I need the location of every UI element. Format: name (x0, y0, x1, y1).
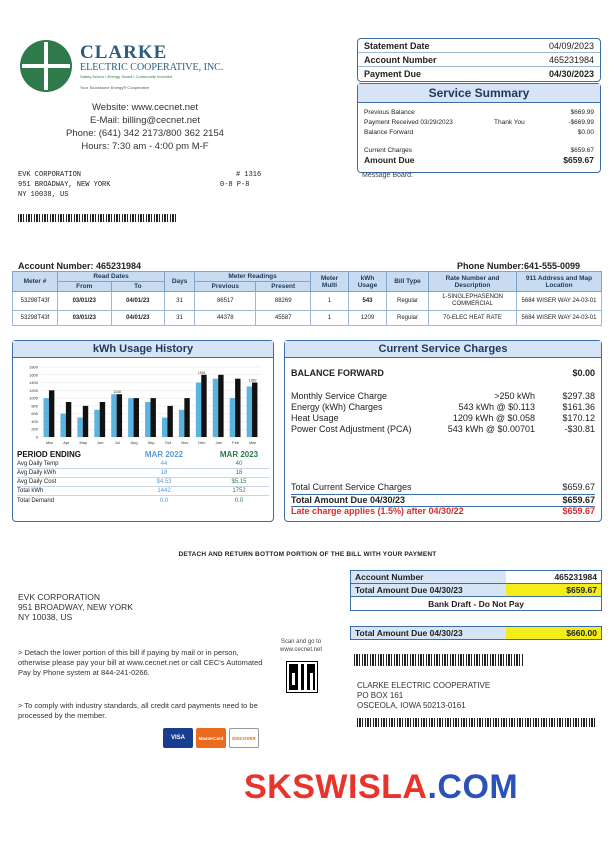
summary-value: -$669.99 (568, 118, 594, 126)
table-cell: 31 (165, 292, 195, 311)
summary-value: $0.00 (577, 128, 594, 136)
customer-name: EVK CORPORATION (18, 592, 101, 602)
period-table (17, 449, 269, 505)
y-tick-label: 800 (31, 403, 38, 409)
period-row-cur: 0.0 (234, 497, 244, 504)
y-tick-label: 400 (31, 418, 38, 424)
charge-label: Energy (kWh) Charges (291, 402, 383, 412)
summary-note: Thank You (494, 118, 525, 126)
col-header: 911 Address and Map Location (517, 272, 602, 292)
x-tick-label: Jun (97, 440, 104, 445)
charge-label: Power Cost Adjustment (PCA) (291, 424, 412, 434)
chart-bar (66, 402, 71, 437)
customer-code1: # 1316 (236, 171, 262, 179)
table-cell: 5684 WISER WAY 24-03-01 (517, 292, 602, 311)
company-name: CLARKE (80, 42, 168, 63)
col-header: Rate Number and Description (429, 272, 517, 292)
table-cell: 45587 (256, 311, 311, 326)
x-tick-label: Apr (63, 440, 70, 445)
x-tick-label: Mar (46, 440, 53, 445)
statement-label: Payment Due (364, 69, 422, 79)
chart-bar (60, 414, 65, 437)
scan-instruction: Scan and go to www.cecnet.net (279, 639, 323, 653)
data-label: 1289 (248, 378, 257, 383)
customer-street: 951 BROADWAY, NEW YORK (18, 181, 111, 189)
charge-label: Late charge applies (1.5%) after 04/30/22 (291, 506, 464, 516)
kwh-usage-panel (12, 340, 274, 522)
y-tick-label: 1800 (29, 364, 38, 370)
bank-draft-note: Bank Draft - Do Not Pay (428, 598, 524, 609)
period-row-prev: $4.53 (156, 479, 172, 485)
table-cell: 31 (165, 311, 195, 326)
current-charges-panel (284, 340, 602, 522)
statement-label: Statement Date (364, 40, 430, 51)
charge-row (291, 424, 595, 435)
remit-address (357, 681, 490, 711)
customer-name: EVK CORPORATION (18, 171, 82, 179)
chart-bar (167, 406, 172, 437)
postal-barcode (18, 214, 178, 222)
chart-bar (252, 383, 257, 437)
payment-note: > Detach the lower portion of this bill if paying by mail or in person, otherwise please pay your bill at www.cecnet.net or call CEC's Automated Pay by Phone system at 844-241-0266. (18, 648, 263, 677)
x-tick-label: Dec (198, 440, 206, 445)
mastercard-icon: MasterCard (196, 728, 226, 748)
x-tick-label: Aug (130, 440, 138, 445)
x-tick-label: Nov (181, 440, 189, 445)
period-row (17, 478, 269, 487)
y-tick-label: 1200 (29, 387, 38, 393)
charge-label: BALANCE FORWARD (291, 368, 384, 378)
summary-value: $659.67 (570, 146, 594, 154)
charge-value: $659.67 (562, 495, 595, 505)
table-cell: 1209 (349, 311, 387, 326)
period-row-cur: 18 (235, 470, 243, 476)
period-2023: MAR 2023 (219, 450, 259, 459)
stub-label: Total Amount Due 04/30/23 (351, 584, 506, 596)
charge-row (291, 391, 595, 402)
visa-icon: VISA (163, 728, 193, 748)
payment-stub (350, 570, 602, 611)
x-tick-label: Feb (232, 440, 240, 445)
statement-value: 04/30/2023 (548, 69, 594, 79)
statement-value: 04/09/2023 (548, 40, 594, 51)
charge-rate: 543 kWh @ $0.00701 (447, 424, 535, 434)
chart-bar (213, 379, 218, 437)
credit-card-note: > To comply with industry standards, all credit card payments need to be processed by the member. (18, 701, 258, 720)
period-row (17, 460, 269, 469)
x-tick-label: Jul (114, 440, 120, 445)
summary-title: Service Summary (358, 84, 600, 103)
customer-city: NY 10038, US (18, 191, 69, 199)
statement-value: 465231984 (548, 54, 594, 65)
chart-bar (49, 390, 54, 437)
period-row (17, 496, 269, 505)
remit-box: PO BOX 161 (357, 691, 404, 700)
customer-address-bottom (18, 592, 133, 622)
summary-label: Previous Balance (364, 108, 415, 116)
contact-email[interactable]: E-Mail: billing@cecnet.net (90, 115, 200, 126)
payment-due-row (358, 67, 600, 81)
x-tick-label: Jan (215, 440, 222, 445)
company-subname: ELECTRIC COOPERATIVE, INC. (80, 62, 224, 73)
chart-bar (128, 398, 133, 437)
qr-code-icon[interactable] (287, 662, 317, 692)
stub-account-row (351, 571, 601, 584)
table-cell: 03/01/23 (58, 311, 112, 326)
col-subheader: Previous (195, 282, 256, 292)
table-cell: 86517 (195, 292, 256, 311)
period-row-prev: 44 (160, 461, 168, 467)
contact-info (40, 101, 250, 153)
col-header: Meter # (13, 272, 58, 292)
table-cell: 1 (311, 311, 349, 326)
table-cell: 1-SINGLEPHASENON COMMERCIAL (429, 292, 517, 311)
table-cell: 03/01/23 (58, 292, 112, 311)
contact-website[interactable]: Website: www.cecnet.net (92, 102, 198, 113)
chart-bar (77, 418, 82, 437)
period-2022: MAR 2022 (144, 450, 184, 459)
company-tagline: Safety Driven • Energy Smart • Community Invested (80, 74, 173, 79)
chart-bar (184, 398, 189, 437)
period-row-cur: 40 (235, 461, 243, 467)
chart-bar (235, 379, 240, 437)
chart-bar (162, 418, 167, 437)
chart-bar (150, 398, 155, 437)
customer-address (18, 170, 110, 200)
table-cell: 88269 (256, 292, 311, 311)
summary-row (358, 145, 600, 155)
statement-label: Account Number (364, 54, 437, 65)
stub-label: Total Amount Due 04/30/23 (351, 627, 506, 639)
y-tick-label: 1000 (29, 395, 38, 401)
chart-bar (117, 394, 122, 437)
summary-value: $669.99 (570, 108, 594, 116)
watermark (244, 768, 518, 807)
late-charge-row (291, 506, 595, 517)
stub-due-row (351, 584, 601, 597)
statement-box (357, 38, 601, 82)
customer-code2: 0-8 P-8 (220, 181, 250, 189)
table-cell: Regular (387, 292, 429, 311)
col-header: Meter Multi (311, 272, 349, 292)
charge-rate: 543 kWh @ $0.113 (458, 402, 535, 412)
charge-value: $659.67 (562, 482, 595, 492)
y-tick-label: 0 (35, 434, 38, 440)
period-label: PERIOD ENDING (17, 450, 82, 459)
charges-title: Current Service Charges (285, 341, 601, 358)
customer-city: NY 10038, US (18, 612, 73, 622)
charge-row (291, 402, 595, 413)
stub-value: 465231984 (554, 572, 597, 582)
y-tick-label: 1400 (29, 380, 38, 386)
period-row-prev: 18 (160, 470, 168, 476)
meter-table (12, 271, 602, 326)
x-tick-label: May (79, 440, 88, 445)
period-row-prev: 1442 (157, 488, 171, 494)
chart-bar (201, 375, 206, 437)
col-header: Read Dates (58, 272, 165, 282)
col-subheader: To (111, 282, 165, 292)
y-tick-label: 600 (31, 411, 38, 417)
statement-date-row (358, 39, 600, 53)
charge-value: $170.12 (562, 413, 595, 423)
period-row-cur: 1752 (232, 488, 246, 494)
watermark-domain: .COM (427, 768, 519, 806)
service-summary (357, 83, 601, 173)
table-row (13, 311, 602, 326)
chart-bar (145, 402, 150, 437)
customer-street: 951 BROADWAY, NEW YORK (18, 602, 133, 612)
table-cell: Regular (387, 311, 429, 326)
stub-value: $660.00 (506, 627, 601, 639)
table-cell: 543 (349, 292, 387, 311)
detach-instruction: DETACH AND RETURN BOTTOM PORTION OF THE BILL WITH YOUR PAYMENT (178, 551, 437, 558)
stub-barcode (354, 654, 524, 666)
chart-bar (179, 410, 184, 437)
period-row-label: Avg Daily Temp (17, 461, 59, 467)
col-header: Days (165, 272, 195, 292)
charge-label: Total Amount Due 04/30/23 (291, 495, 406, 505)
table-cell: 53298T43f (13, 311, 58, 326)
remit-name: CLARKE ELECTRIC COOPERATIVE (357, 681, 491, 690)
logo-emblem-icon (20, 40, 72, 92)
summary-value: $659.67 (563, 155, 594, 165)
col-header: kWh Usage (349, 272, 387, 292)
period-row-label: Avg Daily kWh (17, 470, 56, 476)
table-cell: 53298T43f (13, 292, 58, 311)
summary-row (358, 117, 600, 127)
payment-cards (163, 728, 259, 748)
total-current-row (291, 482, 595, 493)
charge-value: -$30.81 (564, 424, 595, 434)
summary-label: Payment Received 03/29/2023 (364, 118, 453, 126)
kwh-title: kWh Usage History (13, 341, 273, 358)
message-board: Message Board: (362, 172, 413, 179)
chart-bar (111, 394, 116, 437)
charge-value: $0.00 (572, 368, 595, 378)
balance-forward-row (291, 368, 595, 379)
contact-phone: Phone: (641) 342 2173/800 362 2154 (66, 128, 224, 139)
summary-amount-due-row (358, 155, 600, 165)
period-row-label: Total kWh (17, 488, 44, 494)
account-number-line: Account Number: 465231984 (18, 261, 142, 271)
table-cell: 1 (311, 292, 349, 311)
stub-draft-row (351, 597, 601, 610)
col-header: Meter Readings (195, 272, 311, 282)
x-tick-label: Oct (164, 440, 172, 445)
data-label: 1108 (113, 390, 121, 395)
company-logo (20, 40, 230, 95)
charge-label: Monthly Service Charge (291, 391, 388, 401)
period-row-cur: $5.15 (231, 479, 247, 485)
period-row-label: Avg Daily Cost (17, 479, 57, 485)
col-header: Bill Type (387, 272, 429, 292)
watermark-text: SKSWISLA (244, 768, 428, 806)
charge-value: $297.38 (562, 391, 595, 401)
stub-label: Account Number (351, 571, 506, 583)
summary-label: Balance Forward (364, 128, 414, 136)
chart-bar (196, 383, 201, 437)
chart-bar (134, 398, 139, 437)
table-cell: 04/01/23 (111, 311, 165, 326)
kwh-chart (17, 363, 267, 453)
charge-label: Total Current Service Charges (291, 482, 412, 492)
charge-value: $161.36 (562, 402, 595, 412)
chart-bar (100, 402, 105, 437)
charge-label: Heat Usage (291, 413, 339, 423)
stub-value: $659.67 (506, 584, 601, 596)
x-tick-label: Sep (147, 440, 155, 445)
chart-bar (247, 386, 252, 437)
charge-rate: 1209 kWh @ $0.058 (452, 413, 535, 423)
chart-bar (94, 410, 99, 437)
summary-row (358, 107, 600, 117)
table-cell: 5684 WISER WAY 24-03-01 (517, 311, 602, 326)
period-header (17, 449, 269, 460)
contact-hours: Hours: 7:30 am - 4:00 pm M-F (81, 141, 209, 152)
period-row-prev: 0.0 (159, 497, 169, 504)
stub-due-amount (350, 626, 602, 640)
summary-label: Current Charges (364, 146, 413, 154)
chart-bar (218, 375, 223, 437)
charge-value: $659.67 (562, 506, 595, 516)
charge-row (291, 413, 595, 424)
data-label: 1591 (197, 370, 206, 375)
chart-bar (230, 398, 235, 437)
phone-number-line: Phone Number:641-555-0099 (457, 261, 581, 271)
remit-city: OSCEOLA, IOWA 50213-0161 (357, 701, 466, 710)
postal-barcode-bottom (357, 718, 597, 727)
col-subheader: From (58, 282, 112, 292)
table-cell: 04/01/23 (111, 292, 165, 311)
x-tick-label: Mar (249, 440, 256, 445)
period-row (17, 487, 269, 496)
discover-icon: DISCOVER (229, 728, 259, 748)
charge-rate: >250 kWh (494, 391, 535, 401)
period-row (17, 469, 269, 478)
table-row (13, 292, 602, 311)
summary-row (358, 127, 600, 137)
chart-bar (83, 406, 88, 437)
account-number-row (358, 53, 600, 67)
company-tagline2: Your Touchstone Energy® Cooperative (80, 85, 149, 90)
table-cell: 70-ELEC HEAT RATE (429, 311, 517, 326)
period-row-label: Total Demand (17, 497, 55, 504)
chart-bar (44, 398, 49, 437)
summary-label: Amount Due (364, 155, 415, 165)
y-tick-label: 1600 (29, 372, 38, 378)
table-cell: 44378 (195, 311, 256, 326)
col-subheader: Present (256, 282, 311, 292)
y-tick-label: 200 (31, 426, 38, 432)
